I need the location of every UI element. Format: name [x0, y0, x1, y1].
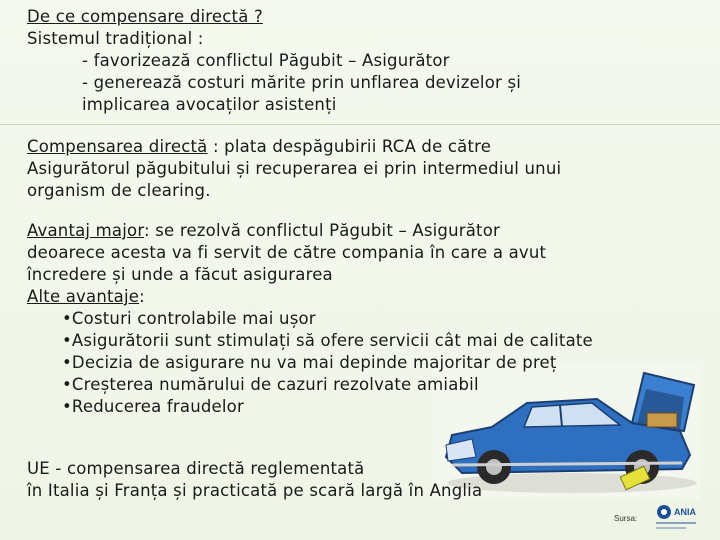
definition-line-2: Asigurătorul păgubitului și recuperarea ei prin intermediul unui: [27, 159, 562, 178]
eu-line-2: în Italia și Franța și practicată pe scară largă în Anglia: [27, 481, 483, 500]
list-item: •Costuri controlabile mai ușor: [62, 309, 316, 328]
definition-term: Compensarea directă: [27, 137, 208, 156]
divider: [0, 124, 720, 125]
traditional-system-label: Sistemul tradițional :: [27, 29, 204, 48]
list-item: •Reducerea fraudelor: [62, 397, 244, 416]
list-item: •Asigurătorii sunt stimulați să ofere servicii cât mai de calitate: [62, 331, 593, 350]
svg-text:ANIA: ANIA: [674, 507, 696, 517]
definition-line-3: organism de clearing.: [27, 181, 211, 200]
advantage-term: Avantaj major: [27, 221, 145, 240]
advantage-line-2: deoarece acesta va fi servit de către compania în care a avut: [27, 243, 547, 262]
traditional-point-2-cont: implicarea avocaților asistenți: [82, 95, 337, 114]
question-heading: De ce compensare directă ?: [27, 7, 263, 26]
source-label: Sursa:: [614, 514, 638, 523]
traditional-point-1: - favorizează conflictul Păgubit – Asigurător: [82, 51, 450, 70]
list-item: •Decizia de asigurare nu va mai depinde majoritar de preț: [62, 353, 557, 372]
traditional-point-2: - generează costuri mărite prin unflarea devizelor și: [82, 73, 522, 92]
advantage-line-1: Avantaj major: se rezolvă conflictul Păgubit – Asigurător: [27, 221, 500, 240]
eu-line-1: UE - compensarea directă reglementată: [27, 459, 365, 478]
definition-line-1: Compensarea directă : plata despăgubirii RCA de către: [27, 137, 492, 156]
ania-logo: [654, 500, 698, 534]
other-advantages-heading: Alte avantaje:: [27, 287, 145, 306]
advantage-line-3: încredere și unde a făcut asigurarea: [27, 265, 333, 284]
list-item: •Creșterea numărului de cazuri rezolvate amiabil: [62, 375, 479, 394]
